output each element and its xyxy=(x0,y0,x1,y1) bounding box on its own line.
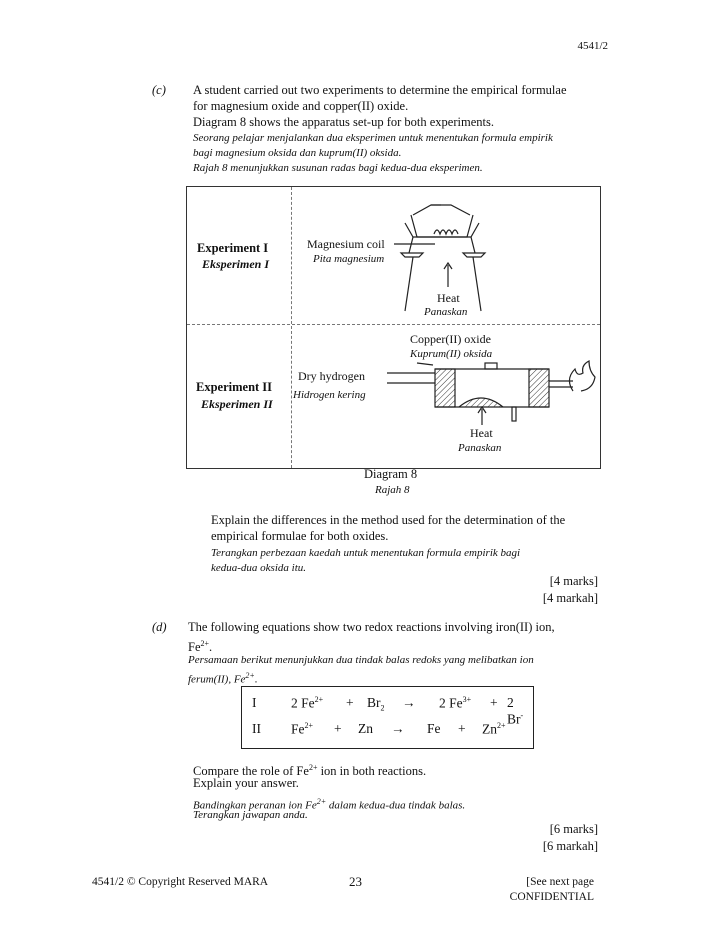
diagram-caption: Diagram 8 xyxy=(364,467,418,481)
copper-oxide-label-ms: Kuprum(II) oksida xyxy=(410,348,493,360)
part-d-label: (d) xyxy=(152,620,167,634)
question-d-malay-1: Bandingkan peranan ion $Fe^{2+}$ dalam kedua-dua tindak balas. xyxy=(193,797,466,812)
footer-confidential: CONFIDENTIAL xyxy=(509,891,594,903)
footer-next-page: [See next page xyxy=(526,876,594,888)
page-number: 23 xyxy=(349,874,362,889)
equation-2-number: II xyxy=(252,721,261,736)
combustion-tube-apparatus xyxy=(387,361,595,425)
tripod-top-left xyxy=(401,253,423,257)
part-c-malay xyxy=(193,131,553,176)
question-d-english-2: Explain your answer. xyxy=(193,776,299,790)
tripod-leg-left xyxy=(405,257,413,311)
magnesium-coil-label: Magnesium coil xyxy=(307,237,385,251)
text-line: A student carried out two experiments to determine the empirical formulae xyxy=(193,83,567,97)
equation-2-plus-2: + xyxy=(458,721,466,736)
text-line: for magnesium oxide and copper(II) oxide. xyxy=(193,99,409,113)
heat-label-1: Heat xyxy=(437,291,460,305)
equation-2-zinc: Zn xyxy=(358,721,373,736)
text-line: Terangkan perbezaan kaedah untuk menentukan formula empirik bagi xyxy=(211,547,521,559)
part-d-english-line: The following equations show two redox reactions involving iron(II) ion, xyxy=(188,620,555,634)
porcelain-boat xyxy=(459,398,503,407)
heat-label-1-ms: Panaskan xyxy=(424,306,468,318)
experiment-2-label: Experiment II xyxy=(196,380,273,394)
stopper-left xyxy=(435,369,455,407)
equation-2-reactant: $Fe^{2+}$ xyxy=(291,721,314,737)
text-line: Rajah 8 menunjukkan susunan radas bagi kedua-dua eksperimen. xyxy=(193,162,483,174)
apparatus-drawing xyxy=(187,187,600,468)
triangle-leg xyxy=(471,237,475,253)
question-c-english xyxy=(211,512,565,544)
marks-d-ms: [6 markah] xyxy=(542,839,598,853)
equation-2-plus: + xyxy=(334,721,342,736)
text-line: bagi magnesium oksida dan kuprum(II) oksida. xyxy=(193,147,402,159)
tube-vent xyxy=(485,363,497,369)
dry-hydrogen-label: Dry hydrogen xyxy=(298,369,365,383)
text-line: empirical formulae for both oxides. xyxy=(211,529,389,543)
part-d-english-line-2: $Fe^{2+}$. xyxy=(188,639,213,655)
part-c-english xyxy=(193,82,567,130)
paper-code: 4541/2 xyxy=(577,40,608,52)
equation-1-bromide: 2 Br- xyxy=(507,695,524,727)
crucible-lid xyxy=(413,205,470,215)
magnesium-ribbon xyxy=(434,230,458,234)
flame-icon xyxy=(569,361,595,391)
triangle-leg xyxy=(409,237,413,253)
equation-1-reactant: 2 $Fe^{2+}$ xyxy=(291,695,324,711)
diagram-8 xyxy=(186,186,601,469)
question-d-malay-2: Terangkan jawapan anda. xyxy=(193,809,308,821)
equation-2-iron: Fe xyxy=(427,721,441,736)
experiment-2-label-ms: Eksperimen II xyxy=(201,397,273,411)
equation-2-zinc-ion: $Zn^{2+}$ xyxy=(482,721,506,737)
footer-copyright: 4541/2 © Copyright Reserved MARA xyxy=(92,876,269,888)
equation-1-plus-2: + xyxy=(490,695,498,710)
equation-1-bromine: $Br_2$ xyxy=(367,695,385,713)
experiment-1-label-ms: Eksperimen I xyxy=(202,257,270,271)
marks-c: [4 marks] xyxy=(549,574,598,588)
equation-1-number: I xyxy=(252,695,257,710)
text-line: Explain the differences in the method used for the determination of the xyxy=(211,513,566,527)
equation-2-arrow: → xyxy=(391,721,405,736)
marks-c-ms: [4 markah] xyxy=(542,591,598,605)
equations-box xyxy=(241,686,534,749)
part-d-malay-line: Persamaan berikut menunjukkan dua tindak balas redoks yang melibatkan ion xyxy=(188,654,534,666)
part-c-label: (c) xyxy=(152,83,166,97)
experiment-1-label: Experiment I xyxy=(197,241,269,255)
text-line: Seorang pelajar menjalankan dua eksperimen untuk menentukan formula empirik xyxy=(193,132,553,144)
magnesium-coil-label-ms: Pita magnesium xyxy=(313,253,385,265)
part-d-malay-line-2: ferum(II), $Fe^{2+}$. xyxy=(188,671,258,686)
dry-hydrogen-label-ms: Hidrogen kering xyxy=(293,389,366,401)
crucible-apparatus xyxy=(394,205,485,311)
heat-label-2: Heat xyxy=(470,426,493,440)
question-c-malay xyxy=(211,546,520,576)
heat-label-2-ms: Panaskan xyxy=(458,442,502,454)
marks-d: [6 marks] xyxy=(549,822,598,836)
leader-line xyxy=(417,363,433,365)
equation-1-product: 2 $Fe^{3+}$ xyxy=(439,695,472,711)
clamp-rod xyxy=(512,407,516,421)
stopper-right xyxy=(529,369,549,407)
crucible xyxy=(411,215,473,237)
copper-oxide-label: Copper(II) oxide xyxy=(410,332,491,346)
tripod-leg-right xyxy=(473,257,481,311)
text-line: kedua-dua oksida itu. xyxy=(211,562,307,574)
tripod-top-right xyxy=(463,253,485,257)
diagram-caption-ms: Rajah 8 xyxy=(375,484,410,496)
question-d-english-1: Compare the role of $Fe^{2+}$ ion in both reactions. xyxy=(193,763,427,779)
equation-1-arrow: → xyxy=(402,695,416,710)
equation-1-plus: + xyxy=(346,695,354,710)
text-line: Diagram 8 shows the apparatus set-up for both experiments. xyxy=(193,115,494,129)
